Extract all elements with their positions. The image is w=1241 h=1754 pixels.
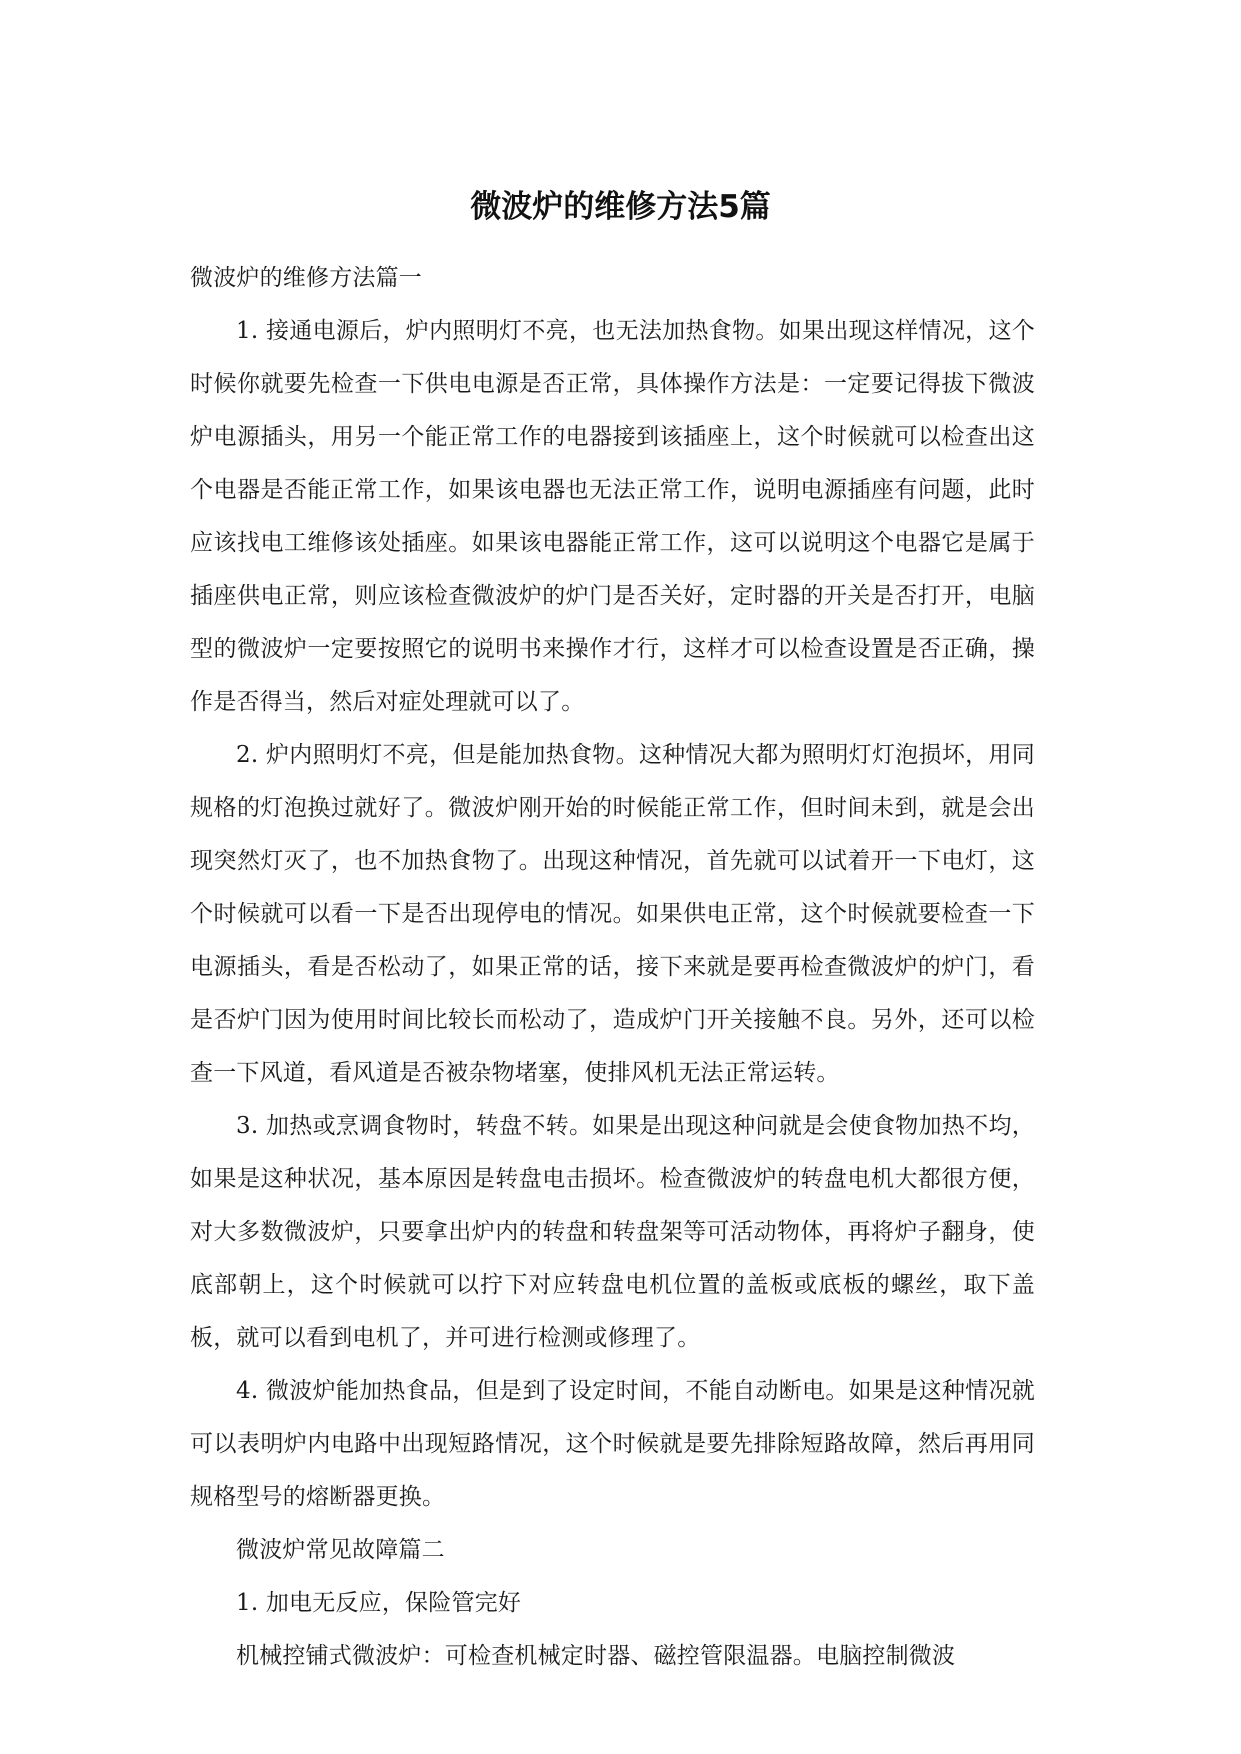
section-heading-2: 微波炉常见故障篇二	[236, 1537, 445, 1563]
section-heading-1: 微波炉的维修方法篇一	[190, 265, 422, 291]
paragraph-item-1: 1. 接通电源后，炉内照明灯不亮，也无法加热食物。如果出现这样情况，这个时候你就要先检查一下供电电源是否正常，具体操作方法是：一定要记得拔下微波炉电源插头，用另一个能正常工作的电器接到该插座上，这个时候就可以检查出这个电器是否能正常工作，如果该电器也无法正常工作，说明电源插座有问题，此时应该找电工维修该处插座。如果该电器能正常工作，这可以说明这个电器它是属于插座供电正常，则应该检查微波炉的炉门是否关好，定时器的开关是否打开，电脑型的微波炉一定要按照它的说明书来操作才行，这样才可以检查设置是否正确，操作是否得当，然后对症处理就可以了。	[190, 318, 1035, 715]
document-title: 微波炉的维修方法5篇	[470, 189, 771, 225]
subheading-item-1: 1. 加电无反应，保险管完好	[236, 1590, 522, 1616]
paragraph-item-2: 2. 炉内照明灯不亮，但是能加热食物。这种情况大都为照明灯灯泡损坏，用同规格的灯泡换过就好了。微波炉刚开始的时候能正常工作，但时间未到，就是会出现突然灯灭了，也不加热食物了。出现这种情况，首先就可以试着开一下电灯，这个时候就可以看一下是否出现停电的情况。如果供电正常，这个时候就要检查一下电源插头，看是否松动了，如果正常的话，接下来就是要再检查微波炉的炉门，看是否炉门因为使用时间比较长而松动了，造成炉门开关接触不良。另外，还可以检查一下风道，看风道是否被杂物堵塞，使排风机无法正常运转。	[190, 742, 1035, 1086]
document-body	[190, 252, 1035, 1683]
paragraph-item-3: 3. 加热或烹调食物时，转盘不转。如果是出现这种问就是会使食物加热不均，如果是这种状况，基本原因是转盘电击损坏。检查微波炉的转盘电机大都很方便，对大多数微波炉，只要拿出炉内的转盘和转盘架等可活动物体，再将炉子翻身，使底部朝上，这个时候就可以拧下对应转盘电机位置的盖板或底板的螺丝，取下盖板，就可以看到电机了，并可进行检测或修理了。	[190, 1113, 1035, 1351]
paragraph-item-4: 4. 微波炉能加热食品，但是到了设定时间，不能自动断电。如果是这种情况就可以表明炉内电路中出现短路情况，这个时候就是要先排除短路故障，然后再用同规格型号的熔断器更换。	[190, 1378, 1035, 1510]
paragraph-mechanical-control: 机械控铺式微波炉：可检查机械定时器、磁控管限温器。电脑控制微波	[236, 1643, 956, 1669]
